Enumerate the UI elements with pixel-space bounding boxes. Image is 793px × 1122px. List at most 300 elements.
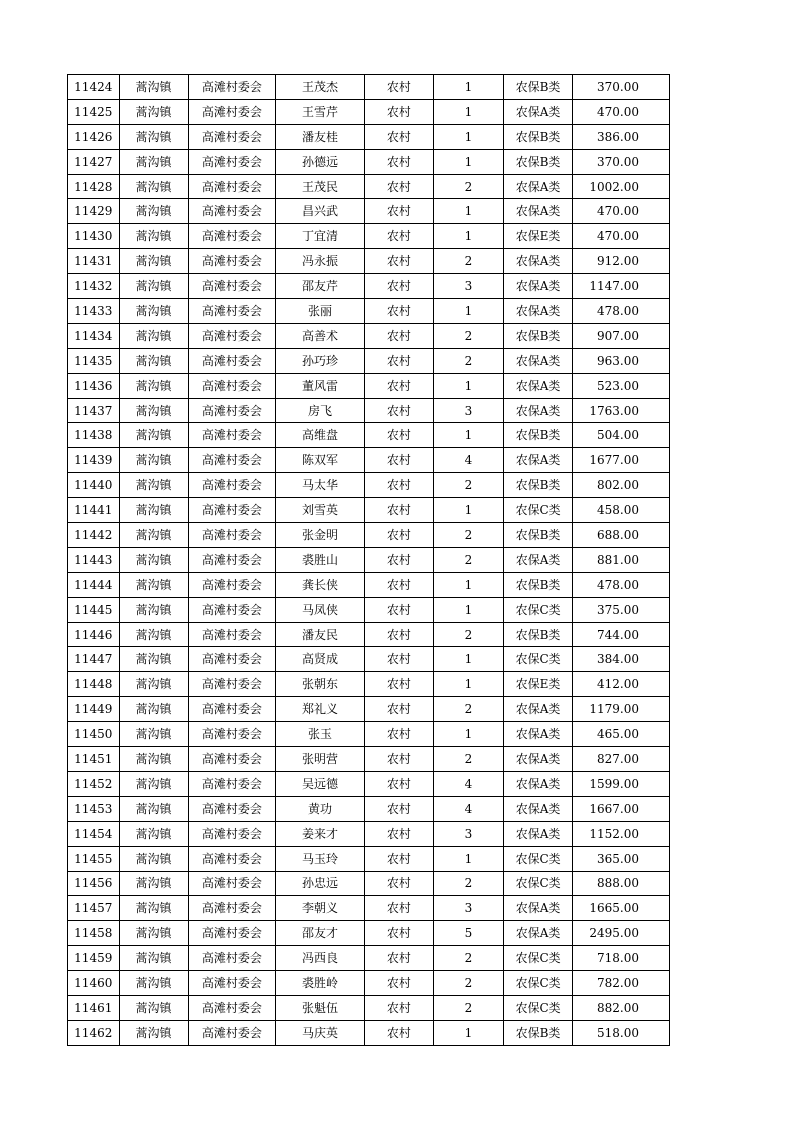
table-row xyxy=(68,921,670,946)
household-count-cell: 3 xyxy=(433,274,503,299)
village-committee-cell: 高滩村委会 xyxy=(188,572,276,597)
township-cell: 蒿沟镇 xyxy=(119,821,188,846)
area-type-cell: 农村 xyxy=(364,846,433,871)
person-name-cell: 王茂民 xyxy=(276,174,365,199)
township-cell: 蒿沟镇 xyxy=(119,348,188,373)
insurance-category-cell: 农保C类 xyxy=(504,647,573,672)
township-cell: 蒿沟镇 xyxy=(119,498,188,523)
village-committee-cell: 高滩村委会 xyxy=(188,348,276,373)
area-type-cell: 农村 xyxy=(364,224,433,249)
township-cell: 蒿沟镇 xyxy=(119,75,188,100)
table-row xyxy=(68,647,670,672)
area-type-cell: 农村 xyxy=(364,498,433,523)
table-row xyxy=(68,871,670,896)
record-id-cell: 11446 xyxy=(68,622,120,647)
township-cell: 蒿沟镇 xyxy=(119,323,188,348)
person-name-cell: 郑礼义 xyxy=(276,697,365,722)
township-cell: 蒿沟镇 xyxy=(119,871,188,896)
household-count-cell: 1 xyxy=(433,597,503,622)
amount-cell: 963.00 xyxy=(573,348,670,373)
table-row xyxy=(68,547,670,572)
township-cell: 蒿沟镇 xyxy=(119,199,188,224)
amount-cell: 458.00 xyxy=(573,498,670,523)
insurance-category-cell: 农保A类 xyxy=(504,299,573,324)
township-cell: 蒿沟镇 xyxy=(119,124,188,149)
person-name-cell: 张金明 xyxy=(276,523,365,548)
table-row xyxy=(68,821,670,846)
record-id-cell: 11451 xyxy=(68,747,120,772)
amount-cell: 386.00 xyxy=(573,124,670,149)
insurance-category-cell: 农保C类 xyxy=(504,498,573,523)
area-type-cell: 农村 xyxy=(364,473,433,498)
area-type-cell: 农村 xyxy=(364,572,433,597)
area-type-cell: 农村 xyxy=(364,995,433,1020)
insurance-category-cell: 农保C类 xyxy=(504,995,573,1020)
township-cell: 蒿沟镇 xyxy=(119,995,188,1020)
township-cell: 蒿沟镇 xyxy=(119,473,188,498)
area-type-cell: 农村 xyxy=(364,348,433,373)
record-id-cell: 11437 xyxy=(68,398,120,423)
record-id-cell: 11424 xyxy=(68,75,120,100)
person-name-cell: 张朝东 xyxy=(276,672,365,697)
person-name-cell: 李朝义 xyxy=(276,896,365,921)
township-cell: 蒿沟镇 xyxy=(119,448,188,473)
township-cell: 蒿沟镇 xyxy=(119,622,188,647)
household-count-cell: 2 xyxy=(433,473,503,498)
person-name-cell: 吴远德 xyxy=(276,771,365,796)
table-row xyxy=(68,672,670,697)
person-name-cell: 陈双军 xyxy=(276,448,365,473)
area-type-cell: 农村 xyxy=(364,722,433,747)
area-type-cell: 农村 xyxy=(364,249,433,274)
township-cell: 蒿沟镇 xyxy=(119,547,188,572)
village-committee-cell: 高滩村委会 xyxy=(188,373,276,398)
record-id-cell: 11434 xyxy=(68,323,120,348)
township-cell: 蒿沟镇 xyxy=(119,249,188,274)
village-committee-cell: 高滩村委会 xyxy=(188,771,276,796)
amount-cell: 1667.00 xyxy=(573,796,670,821)
amount-cell: 523.00 xyxy=(573,373,670,398)
amount-cell: 907.00 xyxy=(573,323,670,348)
area-type-cell: 农村 xyxy=(364,448,433,473)
amount-cell: 1677.00 xyxy=(573,448,670,473)
record-id-cell: 11433 xyxy=(68,299,120,324)
table-row xyxy=(68,348,670,373)
area-type-cell: 农村 xyxy=(364,323,433,348)
record-id-cell: 11442 xyxy=(68,523,120,548)
insurance-category-cell: 农保A类 xyxy=(504,796,573,821)
village-committee-cell: 高滩村委会 xyxy=(188,821,276,846)
village-committee-cell: 高滩村委会 xyxy=(188,124,276,149)
area-type-cell: 农村 xyxy=(364,921,433,946)
insurance-category-cell: 农保B类 xyxy=(504,323,573,348)
amount-cell: 2495.00 xyxy=(573,921,670,946)
household-count-cell: 1 xyxy=(433,572,503,597)
person-name-cell: 高善术 xyxy=(276,323,365,348)
insurance-category-cell: 农保A类 xyxy=(504,448,573,473)
insurance-category-cell: 农保A类 xyxy=(504,921,573,946)
township-cell: 蒿沟镇 xyxy=(119,99,188,124)
township-cell: 蒿沟镇 xyxy=(119,174,188,199)
person-name-cell: 昌兴武 xyxy=(276,199,365,224)
household-count-cell: 4 xyxy=(433,448,503,473)
township-cell: 蒿沟镇 xyxy=(119,423,188,448)
area-type-cell: 农村 xyxy=(364,373,433,398)
township-cell: 蒿沟镇 xyxy=(119,946,188,971)
person-name-cell: 冯永振 xyxy=(276,249,365,274)
table-row xyxy=(68,274,670,299)
area-type-cell: 农村 xyxy=(364,299,433,324)
insurance-category-cell: 农保C类 xyxy=(504,971,573,996)
table-row xyxy=(68,473,670,498)
insurance-category-cell: 农保A类 xyxy=(504,722,573,747)
amount-cell: 375.00 xyxy=(573,597,670,622)
village-committee-cell: 高滩村委会 xyxy=(188,149,276,174)
area-type-cell: 农村 xyxy=(364,149,433,174)
township-cell: 蒿沟镇 xyxy=(119,896,188,921)
household-count-cell: 2 xyxy=(433,523,503,548)
household-count-cell: 2 xyxy=(433,348,503,373)
household-count-cell: 1 xyxy=(433,224,503,249)
table-row xyxy=(68,747,670,772)
insurance-category-cell: 农保A类 xyxy=(504,249,573,274)
village-committee-cell: 高滩村委会 xyxy=(188,299,276,324)
village-committee-cell: 高滩村委会 xyxy=(188,323,276,348)
record-id-cell: 11460 xyxy=(68,971,120,996)
person-name-cell: 裘胜山 xyxy=(276,547,365,572)
amount-cell: 384.00 xyxy=(573,647,670,672)
household-count-cell: 3 xyxy=(433,821,503,846)
household-count-cell: 2 xyxy=(433,946,503,971)
insurance-category-cell: 农保C类 xyxy=(504,846,573,871)
township-cell: 蒿沟镇 xyxy=(119,398,188,423)
record-id-cell: 11430 xyxy=(68,224,120,249)
record-id-cell: 11459 xyxy=(68,946,120,971)
record-id-cell: 11425 xyxy=(68,99,120,124)
household-count-cell: 2 xyxy=(433,547,503,572)
amount-cell: 1665.00 xyxy=(573,896,670,921)
area-type-cell: 农村 xyxy=(364,747,433,772)
amount-cell: 412.00 xyxy=(573,672,670,697)
amount-cell: 688.00 xyxy=(573,523,670,548)
amount-cell: 518.00 xyxy=(573,1020,670,1045)
household-count-cell: 1 xyxy=(433,373,503,398)
village-committee-cell: 高滩村委会 xyxy=(188,896,276,921)
village-committee-cell: 高滩村委会 xyxy=(188,946,276,971)
person-name-cell: 丁宜清 xyxy=(276,224,365,249)
record-id-cell: 11429 xyxy=(68,199,120,224)
village-committee-cell: 高滩村委会 xyxy=(188,473,276,498)
table-row xyxy=(68,796,670,821)
table-row xyxy=(68,448,670,473)
township-cell: 蒿沟镇 xyxy=(119,771,188,796)
village-committee-cell: 高滩村委会 xyxy=(188,224,276,249)
village-committee-cell: 高滩村委会 xyxy=(188,99,276,124)
village-committee-cell: 高滩村委会 xyxy=(188,448,276,473)
record-id-cell: 11447 xyxy=(68,647,120,672)
insurance-category-cell: 农保B类 xyxy=(504,124,573,149)
record-id-cell: 11461 xyxy=(68,995,120,1020)
village-committee-cell: 高滩村委会 xyxy=(188,498,276,523)
village-committee-cell: 高滩村委会 xyxy=(188,871,276,896)
village-committee-cell: 高滩村委会 xyxy=(188,921,276,946)
amount-cell: 470.00 xyxy=(573,199,670,224)
village-committee-cell: 高滩村委会 xyxy=(188,622,276,647)
township-cell: 蒿沟镇 xyxy=(119,373,188,398)
person-name-cell: 张丽 xyxy=(276,299,365,324)
person-name-cell: 马凤侠 xyxy=(276,597,365,622)
amount-cell: 1152.00 xyxy=(573,821,670,846)
person-name-cell: 孙巧珍 xyxy=(276,348,365,373)
village-committee-cell: 高滩村委会 xyxy=(188,722,276,747)
area-type-cell: 农村 xyxy=(364,821,433,846)
person-name-cell: 房飞 xyxy=(276,398,365,423)
record-id-cell: 11456 xyxy=(68,871,120,896)
township-cell: 蒿沟镇 xyxy=(119,647,188,672)
amount-cell: 504.00 xyxy=(573,423,670,448)
record-id-cell: 11443 xyxy=(68,547,120,572)
record-id-cell: 11426 xyxy=(68,124,120,149)
household-count-cell: 2 xyxy=(433,971,503,996)
household-count-cell: 2 xyxy=(433,871,503,896)
amount-cell: 912.00 xyxy=(573,249,670,274)
insurance-category-cell: 农保E类 xyxy=(504,224,573,249)
township-cell: 蒿沟镇 xyxy=(119,274,188,299)
table-row xyxy=(68,249,670,274)
village-committee-cell: 高滩村委会 xyxy=(188,971,276,996)
insurance-category-cell: 农保B类 xyxy=(504,423,573,448)
record-id-cell: 11431 xyxy=(68,249,120,274)
area-type-cell: 农村 xyxy=(364,75,433,100)
village-committee-cell: 高滩村委会 xyxy=(188,75,276,100)
village-committee-cell: 高滩村委会 xyxy=(188,398,276,423)
insurance-category-cell: 农保C类 xyxy=(504,597,573,622)
insurance-category-cell: 农保A类 xyxy=(504,274,573,299)
household-count-cell: 1 xyxy=(433,423,503,448)
insurance-category-cell: 农保A类 xyxy=(504,398,573,423)
household-count-cell: 1 xyxy=(433,199,503,224)
data-table xyxy=(67,74,670,1046)
amount-cell: 470.00 xyxy=(573,224,670,249)
village-committee-cell: 高滩村委会 xyxy=(188,672,276,697)
village-committee-cell: 高滩村委会 xyxy=(188,274,276,299)
person-name-cell: 龚长侠 xyxy=(276,572,365,597)
insurance-category-cell: 农保B类 xyxy=(504,149,573,174)
person-name-cell: 张明营 xyxy=(276,747,365,772)
table-row xyxy=(68,697,670,722)
person-name-cell: 马玉玲 xyxy=(276,846,365,871)
person-name-cell: 刘雪英 xyxy=(276,498,365,523)
township-cell: 蒿沟镇 xyxy=(119,672,188,697)
amount-cell: 478.00 xyxy=(573,572,670,597)
table-row xyxy=(68,224,670,249)
record-id-cell: 11458 xyxy=(68,921,120,946)
household-count-cell: 1 xyxy=(433,149,503,174)
amount-cell: 718.00 xyxy=(573,946,670,971)
household-count-cell: 1 xyxy=(433,846,503,871)
person-name-cell: 张魁伍 xyxy=(276,995,365,1020)
area-type-cell: 农村 xyxy=(364,771,433,796)
area-type-cell: 农村 xyxy=(364,398,433,423)
household-count-cell: 1 xyxy=(433,124,503,149)
area-type-cell: 农村 xyxy=(364,622,433,647)
area-type-cell: 农村 xyxy=(364,796,433,821)
table-row xyxy=(68,995,670,1020)
area-type-cell: 农村 xyxy=(364,971,433,996)
amount-cell: 365.00 xyxy=(573,846,670,871)
village-committee-cell: 高滩村委会 xyxy=(188,199,276,224)
insurance-category-cell: 农保A类 xyxy=(504,697,573,722)
household-count-cell: 1 xyxy=(433,299,503,324)
person-name-cell: 孙德远 xyxy=(276,149,365,174)
township-cell: 蒿沟镇 xyxy=(119,597,188,622)
person-name-cell: 潘友桂 xyxy=(276,124,365,149)
township-cell: 蒿沟镇 xyxy=(119,846,188,871)
insurance-category-cell: 农保A类 xyxy=(504,771,573,796)
table-row xyxy=(68,771,670,796)
township-cell: 蒿沟镇 xyxy=(119,971,188,996)
amount-cell: 370.00 xyxy=(573,75,670,100)
household-count-cell: 2 xyxy=(433,323,503,348)
table-row xyxy=(68,896,670,921)
insurance-category-cell: 农保A类 xyxy=(504,821,573,846)
insurance-category-cell: 农保B类 xyxy=(504,75,573,100)
insurance-category-cell: 农保E类 xyxy=(504,672,573,697)
table-row xyxy=(68,149,670,174)
table-row xyxy=(68,299,670,324)
household-count-cell: 1 xyxy=(433,722,503,747)
area-type-cell: 农村 xyxy=(364,274,433,299)
township-cell: 蒿沟镇 xyxy=(119,572,188,597)
person-name-cell: 邵友芹 xyxy=(276,274,365,299)
village-committee-cell: 高滩村委会 xyxy=(188,697,276,722)
person-name-cell: 孙忠远 xyxy=(276,871,365,896)
record-id-cell: 11427 xyxy=(68,149,120,174)
area-type-cell: 农村 xyxy=(364,423,433,448)
insurance-category-cell: 农保A类 xyxy=(504,373,573,398)
record-id-cell: 11452 xyxy=(68,771,120,796)
amount-cell: 470.00 xyxy=(573,99,670,124)
household-count-cell: 3 xyxy=(433,398,503,423)
person-name-cell: 潘友民 xyxy=(276,622,365,647)
person-name-cell: 高维盘 xyxy=(276,423,365,448)
record-id-cell: 11455 xyxy=(68,846,120,871)
village-committee-cell: 高滩村委会 xyxy=(188,995,276,1020)
amount-cell: 881.00 xyxy=(573,547,670,572)
township-cell: 蒿沟镇 xyxy=(119,149,188,174)
insurance-category-cell: 农保C类 xyxy=(504,946,573,971)
household-count-cell: 4 xyxy=(433,796,503,821)
area-type-cell: 农村 xyxy=(364,124,433,149)
table-row xyxy=(68,946,670,971)
area-type-cell: 农村 xyxy=(364,174,433,199)
household-count-cell: 1 xyxy=(433,75,503,100)
person-name-cell: 王茂杰 xyxy=(276,75,365,100)
insurance-category-cell: 农保A类 xyxy=(504,348,573,373)
insurance-category-cell: 农保B类 xyxy=(504,523,573,548)
table-row xyxy=(68,572,670,597)
person-name-cell: 张玉 xyxy=(276,722,365,747)
amount-cell: 802.00 xyxy=(573,473,670,498)
household-count-cell: 2 xyxy=(433,622,503,647)
person-name-cell: 马太华 xyxy=(276,473,365,498)
person-name-cell: 王雪芹 xyxy=(276,99,365,124)
amount-cell: 782.00 xyxy=(573,971,670,996)
insurance-category-cell: 农保A类 xyxy=(504,547,573,572)
record-id-cell: 11428 xyxy=(68,174,120,199)
area-type-cell: 农村 xyxy=(364,99,433,124)
person-name-cell: 邵友才 xyxy=(276,921,365,946)
household-count-cell: 1 xyxy=(433,672,503,697)
insurance-category-cell: 农保A类 xyxy=(504,174,573,199)
record-id-cell: 11462 xyxy=(68,1020,120,1045)
insurance-category-cell: 农保C类 xyxy=(504,871,573,896)
village-committee-cell: 高滩村委会 xyxy=(188,796,276,821)
area-type-cell: 农村 xyxy=(364,547,433,572)
area-type-cell: 农村 xyxy=(364,896,433,921)
amount-cell: 827.00 xyxy=(573,747,670,772)
village-committee-cell: 高滩村委会 xyxy=(188,547,276,572)
amount-cell: 478.00 xyxy=(573,299,670,324)
township-cell: 蒿沟镇 xyxy=(119,921,188,946)
record-id-cell: 11436 xyxy=(68,373,120,398)
record-id-cell: 11445 xyxy=(68,597,120,622)
village-committee-cell: 高滩村委会 xyxy=(188,647,276,672)
village-committee-cell: 高滩村委会 xyxy=(188,597,276,622)
person-name-cell: 裘胜岭 xyxy=(276,971,365,996)
area-type-cell: 农村 xyxy=(364,647,433,672)
amount-cell: 1179.00 xyxy=(573,697,670,722)
table-row xyxy=(68,523,670,548)
table-row xyxy=(68,597,670,622)
area-type-cell: 农村 xyxy=(364,946,433,971)
village-committee-cell: 高滩村委会 xyxy=(188,174,276,199)
table-row xyxy=(68,323,670,348)
table-row xyxy=(68,398,670,423)
village-committee-cell: 高滩村委会 xyxy=(188,523,276,548)
record-id-cell: 11449 xyxy=(68,697,120,722)
table-row xyxy=(68,174,670,199)
table-row xyxy=(68,1020,670,1045)
village-committee-cell: 高滩村委会 xyxy=(188,423,276,448)
record-id-cell: 11440 xyxy=(68,473,120,498)
amount-cell: 744.00 xyxy=(573,622,670,647)
township-cell: 蒿沟镇 xyxy=(119,523,188,548)
insurance-category-cell: 农保B类 xyxy=(504,473,573,498)
township-cell: 蒿沟镇 xyxy=(119,299,188,324)
amount-cell: 370.00 xyxy=(573,149,670,174)
village-committee-cell: 高滩村委会 xyxy=(188,249,276,274)
record-id-cell: 11438 xyxy=(68,423,120,448)
village-committee-cell: 高滩村委会 xyxy=(188,747,276,772)
household-count-cell: 2 xyxy=(433,174,503,199)
household-count-cell: 2 xyxy=(433,995,503,1020)
amount-cell: 882.00 xyxy=(573,995,670,1020)
record-id-cell: 11450 xyxy=(68,722,120,747)
township-cell: 蒿沟镇 xyxy=(119,1020,188,1045)
village-committee-cell: 高滩村委会 xyxy=(188,846,276,871)
person-name-cell: 黄功 xyxy=(276,796,365,821)
area-type-cell: 农村 xyxy=(364,871,433,896)
household-count-cell: 2 xyxy=(433,697,503,722)
household-count-cell: 1 xyxy=(433,647,503,672)
table-row xyxy=(68,498,670,523)
person-name-cell: 姜来才 xyxy=(276,821,365,846)
township-cell: 蒿沟镇 xyxy=(119,697,188,722)
record-id-cell: 11457 xyxy=(68,896,120,921)
household-count-cell: 2 xyxy=(433,249,503,274)
insurance-category-cell: 农保A类 xyxy=(504,199,573,224)
